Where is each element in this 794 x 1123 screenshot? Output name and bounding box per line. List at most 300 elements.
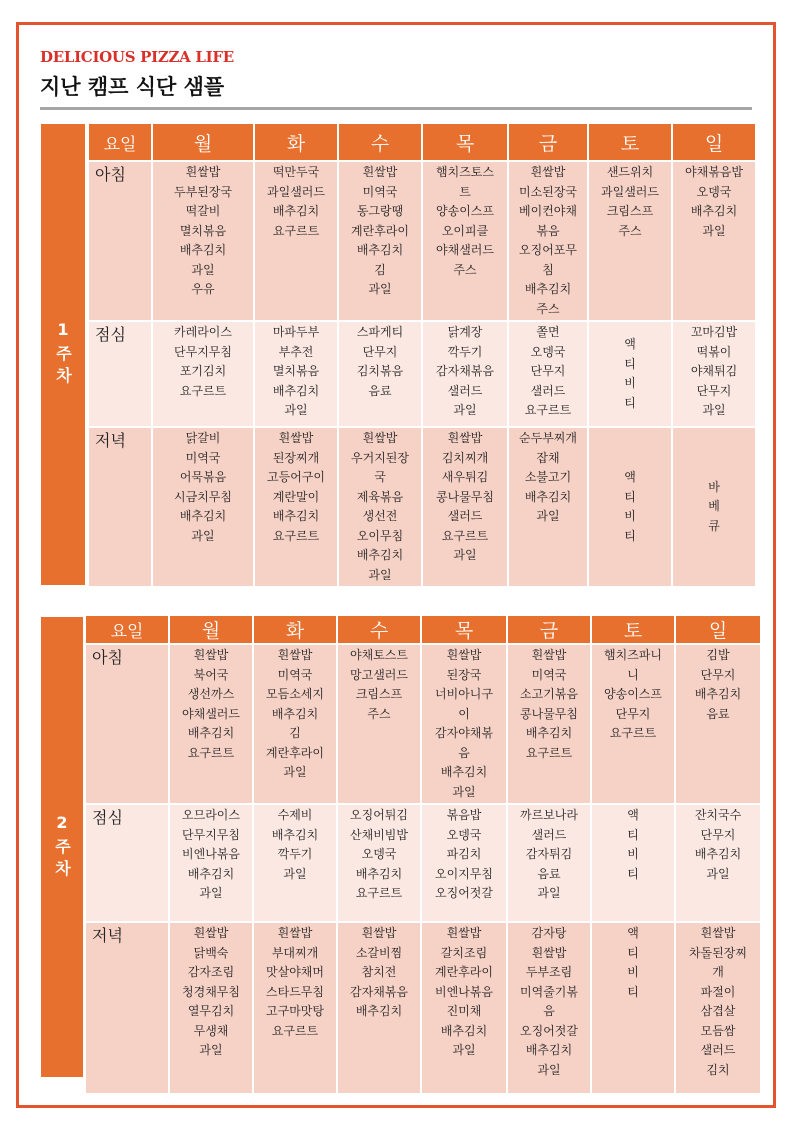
menu-item: 과일 <box>537 886 561 900</box>
menu-item: 주스 <box>453 262 477 277</box>
menu-item: 과일 <box>452 784 476 799</box>
menu-item: 액 <box>624 337 636 351</box>
menu-item: 과일 <box>191 262 215 277</box>
menu-item: 티 <box>627 984 639 999</box>
menu-cell <box>423 162 507 320</box>
menu-item: 흰쌀밥 <box>193 926 229 940</box>
menu-item: 흰쌀밥 <box>185 165 221 179</box>
menu-item: 과일 <box>368 567 392 582</box>
menu-item: 흰쌀밥 <box>531 648 567 662</box>
menu-item: 과일 <box>706 866 730 881</box>
menu-item: 단무지 <box>615 706 651 721</box>
menu-item: 샐러드 <box>531 827 567 842</box>
menu-item: 깍두기 <box>277 847 313 861</box>
meal-label: 아침 <box>86 645 168 803</box>
menu-cell <box>254 923 336 1093</box>
menu-item: 바 <box>708 479 720 494</box>
menu-cell <box>673 322 755 426</box>
menu-item: 과일 <box>191 528 215 543</box>
header-row <box>86 616 760 643</box>
menu-item: 오므라이스 <box>182 808 240 822</box>
menu-cell <box>509 322 587 426</box>
menu-item: 티 <box>624 395 636 410</box>
menu-item: 단무지 <box>362 344 398 359</box>
menu-item: 청경채무침 <box>182 984 240 999</box>
day-header: 요일 <box>89 124 151 160</box>
menu-item: 주스 <box>618 223 642 238</box>
menu-item: 열무김치 <box>187 1004 235 1018</box>
day-header: 목 <box>422 616 506 643</box>
menu-item: 요구르트 <box>609 726 657 740</box>
menu-cell <box>254 805 336 921</box>
menu-item: 배추김치 <box>524 282 572 296</box>
meal-row <box>89 428 755 586</box>
day-header: 수 <box>339 124 421 160</box>
menu-cell <box>338 645 420 803</box>
menu-item: 김치볶음 <box>356 364 404 378</box>
menu-item: 고구마맛탕 <box>266 1004 324 1018</box>
menu-item: 요구르트 <box>524 403 572 417</box>
menu-item: 산채비빔밥 <box>350 827 408 842</box>
menu-item: 맛살야채머 <box>266 965 324 979</box>
menu-item: 고등어구이 <box>267 470 325 484</box>
menu-cell <box>509 428 587 586</box>
menu-item: 양송이스프 <box>604 687 662 701</box>
menu-item: 샌드위치 <box>606 165 654 179</box>
menu-item: 트 <box>459 184 471 199</box>
menu-cell <box>339 428 421 586</box>
menu-item: 과일 <box>702 223 726 238</box>
day-header: 토 <box>589 124 671 160</box>
menu-cell <box>592 805 674 921</box>
menu-cell <box>592 923 674 1093</box>
menu-item: 오징어젓갈 <box>520 1023 578 1038</box>
menu-cell <box>589 162 671 320</box>
meal-label: 저녁 <box>89 428 151 586</box>
menu-item: 음료 <box>537 866 561 881</box>
menu-item: 마파두부 <box>272 325 320 339</box>
menu-item: 새우튀김 <box>441 470 489 484</box>
menu-cell <box>153 162 253 320</box>
menu-item: 요구르트 <box>187 745 235 760</box>
menu-item: 큐 <box>708 518 720 533</box>
menu-item: 티 <box>624 489 636 504</box>
menu-item: 배추김치 <box>440 1023 488 1038</box>
menu-cell <box>422 923 506 1093</box>
menu-item: 햄치즈파니 <box>604 648 662 662</box>
menu-item: 감자채볶음 <box>350 984 408 999</box>
menu-cell <box>423 428 507 586</box>
menu-item: 오징어젓갈 <box>435 886 493 900</box>
menu-item: 멸치볶음 <box>179 223 227 238</box>
meal-label: 점심 <box>89 322 151 426</box>
day-header: 월 <box>153 124 253 160</box>
menu-item: 된장찌개 <box>272 450 320 465</box>
menu-item: 생선전 <box>362 509 398 523</box>
week-1-menu-table <box>87 122 757 588</box>
menu-item: 침 <box>542 262 554 277</box>
menu-item: 과일 <box>452 1043 476 1057</box>
menu-item: 배추김치 <box>272 509 320 523</box>
menu-item: 미역국 <box>185 450 221 465</box>
menu-cell <box>339 162 421 320</box>
meal-row <box>86 923 760 1093</box>
menu-cell <box>338 805 420 921</box>
menu-item: 샐러드 <box>447 509 483 523</box>
menu-item: 멸치볶음 <box>272 364 320 378</box>
menu-item: 카레라이스 <box>174 325 232 339</box>
menu-item: 계란말이 <box>272 489 320 504</box>
menu-item: 오뎅국 <box>530 344 566 359</box>
menu-item: 흰쌀밥 <box>530 165 566 179</box>
menu-item: 단무지무침 <box>182 827 240 842</box>
brand-name: DELICIOUS PIZZA LIFE <box>40 48 234 66</box>
menu-item: 배추김치 <box>271 827 319 842</box>
menu-item: 생선까스 <box>187 687 235 701</box>
menu-item: 흰쌀밥 <box>362 165 398 179</box>
meal-label: 저녁 <box>86 923 168 1093</box>
menu-item: 과일샐러드 <box>267 184 325 199</box>
menu-cell <box>673 162 755 320</box>
menu-item: 요구르트 <box>525 745 573 760</box>
menu-item: 너비아니구 <box>435 687 493 701</box>
week-label: 2주차 <box>41 617 83 1077</box>
menu-item: 이 <box>458 706 470 721</box>
menu-item: 요구르트 <box>355 886 403 900</box>
menu-item: 과일 <box>284 403 308 417</box>
menu-item: 파절이 <box>700 984 736 999</box>
menu-item: 미역국 <box>531 667 567 682</box>
menu-item: 제육볶음 <box>356 489 404 504</box>
menu-item: 주스 <box>536 301 560 316</box>
menu-item: 잔치국수 <box>694 808 742 822</box>
menu-item: 오이지무침 <box>435 866 493 881</box>
menu-item: 배추김치 <box>272 204 320 218</box>
menu-item: 소고기볶음 <box>520 687 578 701</box>
day-header: 일 <box>673 124 755 160</box>
menu-item: 단무지 <box>700 667 736 682</box>
menu-item: 쫄면 <box>536 325 560 339</box>
menu-item: 김치찌개 <box>441 450 489 465</box>
menu-item: 음료 <box>706 706 730 721</box>
menu-item: 야채샐러드 <box>436 243 494 257</box>
meal-label: 점심 <box>86 805 168 921</box>
menu-item: 김 <box>289 726 301 740</box>
menu-item: 부대찌개 <box>271 945 319 960</box>
week-label: 1주차 <box>41 124 85 585</box>
menu-item: 티 <box>627 866 639 881</box>
menu-cell <box>153 322 253 426</box>
menu-item: 미역국 <box>362 184 398 199</box>
menu-item: 오뎅국 <box>446 827 482 842</box>
day-header: 화 <box>255 124 337 160</box>
menu-item: 김 <box>374 262 386 277</box>
menu-item: 포기김치 <box>179 364 227 378</box>
menu-item: 배추김치 <box>525 1043 573 1057</box>
menu-item: 주스 <box>367 706 391 721</box>
menu-item: 야채샐러드 <box>182 706 240 721</box>
menu-item: 요구르트 <box>272 528 320 543</box>
menu-item: 액 <box>624 470 636 484</box>
menu-item: 감자튀김 <box>525 847 573 861</box>
menu-item: 과일 <box>199 1043 223 1057</box>
meal-row <box>89 162 755 320</box>
menu-item: 북어국 <box>193 667 229 682</box>
menu-item: 배추김치 <box>440 765 488 779</box>
menu-cell <box>592 645 674 803</box>
menu-item: 계란후라이 <box>435 965 493 979</box>
menu-cell <box>676 923 760 1093</box>
menu-item: 오뎅국 <box>696 184 732 199</box>
menu-item: 음 <box>458 745 470 760</box>
menu-item: 잡채 <box>536 450 560 465</box>
menu-item: 과일 <box>199 886 223 900</box>
menu-item: 파김치 <box>446 847 482 861</box>
menu-item: 단무지 <box>700 827 736 842</box>
menu-item: 샐러드 <box>700 1043 736 1057</box>
menu-item: 소불고기 <box>524 470 572 484</box>
menu-item: 비엔나볶음 <box>182 847 240 861</box>
menu-item: 야채볶음밥 <box>685 165 743 179</box>
menu-item: 흰쌀밥 <box>277 648 313 662</box>
menu-item: 샐러드 <box>530 383 566 398</box>
menu-item: 과일 <box>453 403 477 417</box>
menu-item: 야채튀김 <box>690 364 738 378</box>
menu-item: 단무지무침 <box>174 344 232 359</box>
menu-item: 배추김치 <box>694 847 742 861</box>
menu-item: 오이피클 <box>441 223 489 238</box>
menu-item: 볶음 <box>536 223 560 238</box>
menu-item: 흰쌀밥 <box>361 926 397 940</box>
menu-item: 꼬마김밥 <box>690 325 738 339</box>
menu-item: 배추김치 <box>356 243 404 257</box>
page-title: 지난 캠프 식단 샘플 <box>40 75 225 99</box>
menu-item: 과일샐러드 <box>601 184 659 199</box>
menu-item: 볶음밥 <box>446 808 482 822</box>
menu-item: 갈치조림 <box>440 945 488 960</box>
menu-item: 요구르트 <box>441 528 489 543</box>
menu-item: 과일 <box>283 765 307 779</box>
menu-cell <box>338 923 420 1093</box>
menu-item: 감자야채볶 <box>435 726 493 740</box>
menu-cell <box>153 428 253 586</box>
menu-item: 개 <box>712 965 724 979</box>
day-header: 요일 <box>86 616 168 643</box>
menu-item: 과일 <box>537 1062 561 1077</box>
menu-item: 배추김치 <box>187 726 235 740</box>
meal-row <box>86 645 760 803</box>
menu-item: 감자채볶음 <box>436 364 494 378</box>
menu-item: 까르보나라 <box>520 808 578 822</box>
menu-item: 흰쌀밥 <box>446 648 482 662</box>
menu-item: 진미채 <box>446 1004 482 1018</box>
menu-item: 과일 <box>283 866 307 881</box>
menu-item: 오뎅국 <box>361 847 397 861</box>
menu-item: 흰쌀밥 <box>447 431 483 445</box>
menu-item: 미소된장국 <box>519 184 577 199</box>
menu-item: 배추김치 <box>187 866 235 881</box>
menu-item: 액 <box>627 926 639 940</box>
menu-cell <box>170 805 252 921</box>
menu-item: 참치전 <box>361 965 397 979</box>
menu-item: 비엔나볶음 <box>435 984 493 999</box>
menu-item: 소갈비찜 <box>355 945 403 960</box>
menu-item: 동그랑땡 <box>356 204 404 218</box>
menu-item: 국 <box>374 470 386 484</box>
menu-item: 계란후라이 <box>351 223 409 238</box>
menu-cell <box>508 645 590 803</box>
menu-item: 음 <box>543 1004 555 1018</box>
menu-item: 미역줄기볶 <box>520 984 578 999</box>
menu-item: 깍두기 <box>447 344 483 359</box>
menu-item: 배추김치 <box>271 706 319 721</box>
menu-item: 요구르트 <box>179 383 227 398</box>
menu-item: 액 <box>627 808 639 822</box>
menu-item: 배추김치 <box>690 204 738 218</box>
menu-item: 흰쌀밥 <box>277 926 313 940</box>
menu-item: 베 <box>708 499 720 514</box>
menu-cell <box>255 322 337 426</box>
day-header: 일 <box>676 616 760 643</box>
menu-item: 티 <box>627 827 639 842</box>
menu-item: 단무지 <box>696 383 732 398</box>
menu-item: 스타드무침 <box>266 984 324 999</box>
menu-item: 양송이스프 <box>436 204 494 218</box>
menu-cell <box>255 162 337 320</box>
menu-item: 우거지된장 <box>351 450 409 465</box>
menu-item: 샐러드 <box>447 383 483 398</box>
menu-item: 과일 <box>536 509 560 523</box>
menu-item: 오이무침 <box>356 528 404 543</box>
menu-cell <box>508 805 590 921</box>
menu-item: 망고샐러드 <box>350 667 408 682</box>
menu-item: 차돌된장찌 <box>689 945 747 960</box>
menu-item: 배추김치 <box>524 489 572 504</box>
menu-cell <box>423 322 507 426</box>
menu-item: 흰쌀밥 <box>278 431 314 445</box>
menu-item: 부추전 <box>278 344 314 359</box>
menu-cell <box>170 923 252 1093</box>
menu-item: 계란후라이 <box>266 745 324 760</box>
title-divider <box>40 107 752 110</box>
menu-item: 콩나물무침 <box>436 489 494 504</box>
menu-cell <box>422 805 506 921</box>
meal-label: 아침 <box>89 162 151 320</box>
menu-item: 과일 <box>453 548 477 562</box>
menu-item: 떡만두국 <box>272 165 320 179</box>
menu-item: 미역국 <box>277 667 313 682</box>
menu-item: 배추김치 <box>179 509 227 523</box>
menu-item: 콩나물무침 <box>520 706 578 721</box>
day-header: 목 <box>423 124 507 160</box>
day-header: 화 <box>254 616 336 643</box>
menu-item: 모듬쌈 <box>700 1023 736 1038</box>
menu-item: 배추김치 <box>694 687 742 701</box>
day-header: 월 <box>170 616 252 643</box>
menu-item: 두부된장국 <box>174 184 232 199</box>
menu-item: 스파게티 <box>356 325 404 339</box>
menu-item: 김밥 <box>706 648 730 662</box>
menu-cell <box>339 322 421 426</box>
menu-item: 된장국 <box>446 667 482 682</box>
menu-item: 야채토스트 <box>350 648 408 662</box>
menu-item: 과일 <box>368 282 392 296</box>
menu-item: 비 <box>627 847 639 861</box>
menu-item: 두부조림 <box>525 965 573 979</box>
menu-item: 닭계장 <box>447 325 483 339</box>
menu-item: 배추김치 <box>525 726 573 740</box>
menu-item: 티 <box>627 945 639 960</box>
menu-item: 모듬소세지 <box>266 687 324 701</box>
day-header: 금 <box>508 616 590 643</box>
menu-item: 닭백숙 <box>193 945 229 960</box>
menu-item: 삼겹살 <box>700 1004 736 1018</box>
menu-item: 배추김치 <box>355 1004 403 1018</box>
menu-cell <box>509 162 587 320</box>
menu-cell <box>676 805 760 921</box>
day-header: 수 <box>338 616 420 643</box>
menu-item: 과일 <box>702 403 726 417</box>
menu-item: 어묵볶음 <box>179 470 227 484</box>
day-header: 토 <box>592 616 674 643</box>
menu-item: 수제비 <box>277 808 313 822</box>
menu-item: 비 <box>624 376 636 390</box>
menu-item: 단무지 <box>530 364 566 378</box>
menu-item: 흰쌀밥 <box>193 648 229 662</box>
menu-item: 크림스프 <box>606 204 654 218</box>
menu-cell <box>673 428 755 586</box>
menu-cell <box>170 645 252 803</box>
menu-item: 오징어튀김 <box>350 808 408 822</box>
menu-cell <box>422 645 506 803</box>
menu-item: 요구르트 <box>271 1023 319 1038</box>
menu-item: 비 <box>627 965 639 979</box>
menu-cell <box>676 645 760 803</box>
menu-cell <box>508 923 590 1093</box>
menu-item: 오징어포무 <box>519 243 577 257</box>
day-header: 금 <box>509 124 587 160</box>
menu-cell <box>589 322 671 426</box>
menu-item: 베이컨야채 <box>519 204 577 218</box>
menu-item: 니 <box>627 667 639 682</box>
menu-item: 흰쌀밥 <box>700 926 736 940</box>
header-row <box>89 124 755 160</box>
menu-item: 흰쌀밥 <box>362 431 398 445</box>
menu-cell <box>254 645 336 803</box>
menu-cell <box>255 428 337 586</box>
menu-item: 배추김치 <box>179 243 227 257</box>
menu-item: 무생채 <box>193 1023 229 1038</box>
menu-item: 티 <box>624 356 636 371</box>
menu-item: 감자탕 <box>531 926 567 940</box>
menu-item: 티 <box>624 528 636 543</box>
menu-item: 떡갈비 <box>185 204 221 218</box>
menu-item: 우유 <box>191 282 215 296</box>
week-2-menu-table <box>84 614 762 1095</box>
menu-item: 흰쌀밥 <box>531 945 567 960</box>
meal-row <box>89 322 755 426</box>
menu-item: 배추김치 <box>272 383 320 398</box>
menu-item: 음료 <box>368 383 392 398</box>
menu-item: 배추김치 <box>355 866 403 881</box>
menu-item: 햄치즈토스 <box>436 165 494 179</box>
menu-item: 김치 <box>706 1062 730 1077</box>
menu-item: 흰쌀밥 <box>446 926 482 940</box>
menu-item: 떡볶이 <box>696 344 732 359</box>
menu-cell <box>589 428 671 586</box>
menu-item: 비 <box>624 509 636 523</box>
menu-item: 순두부찌개 <box>519 431 577 445</box>
